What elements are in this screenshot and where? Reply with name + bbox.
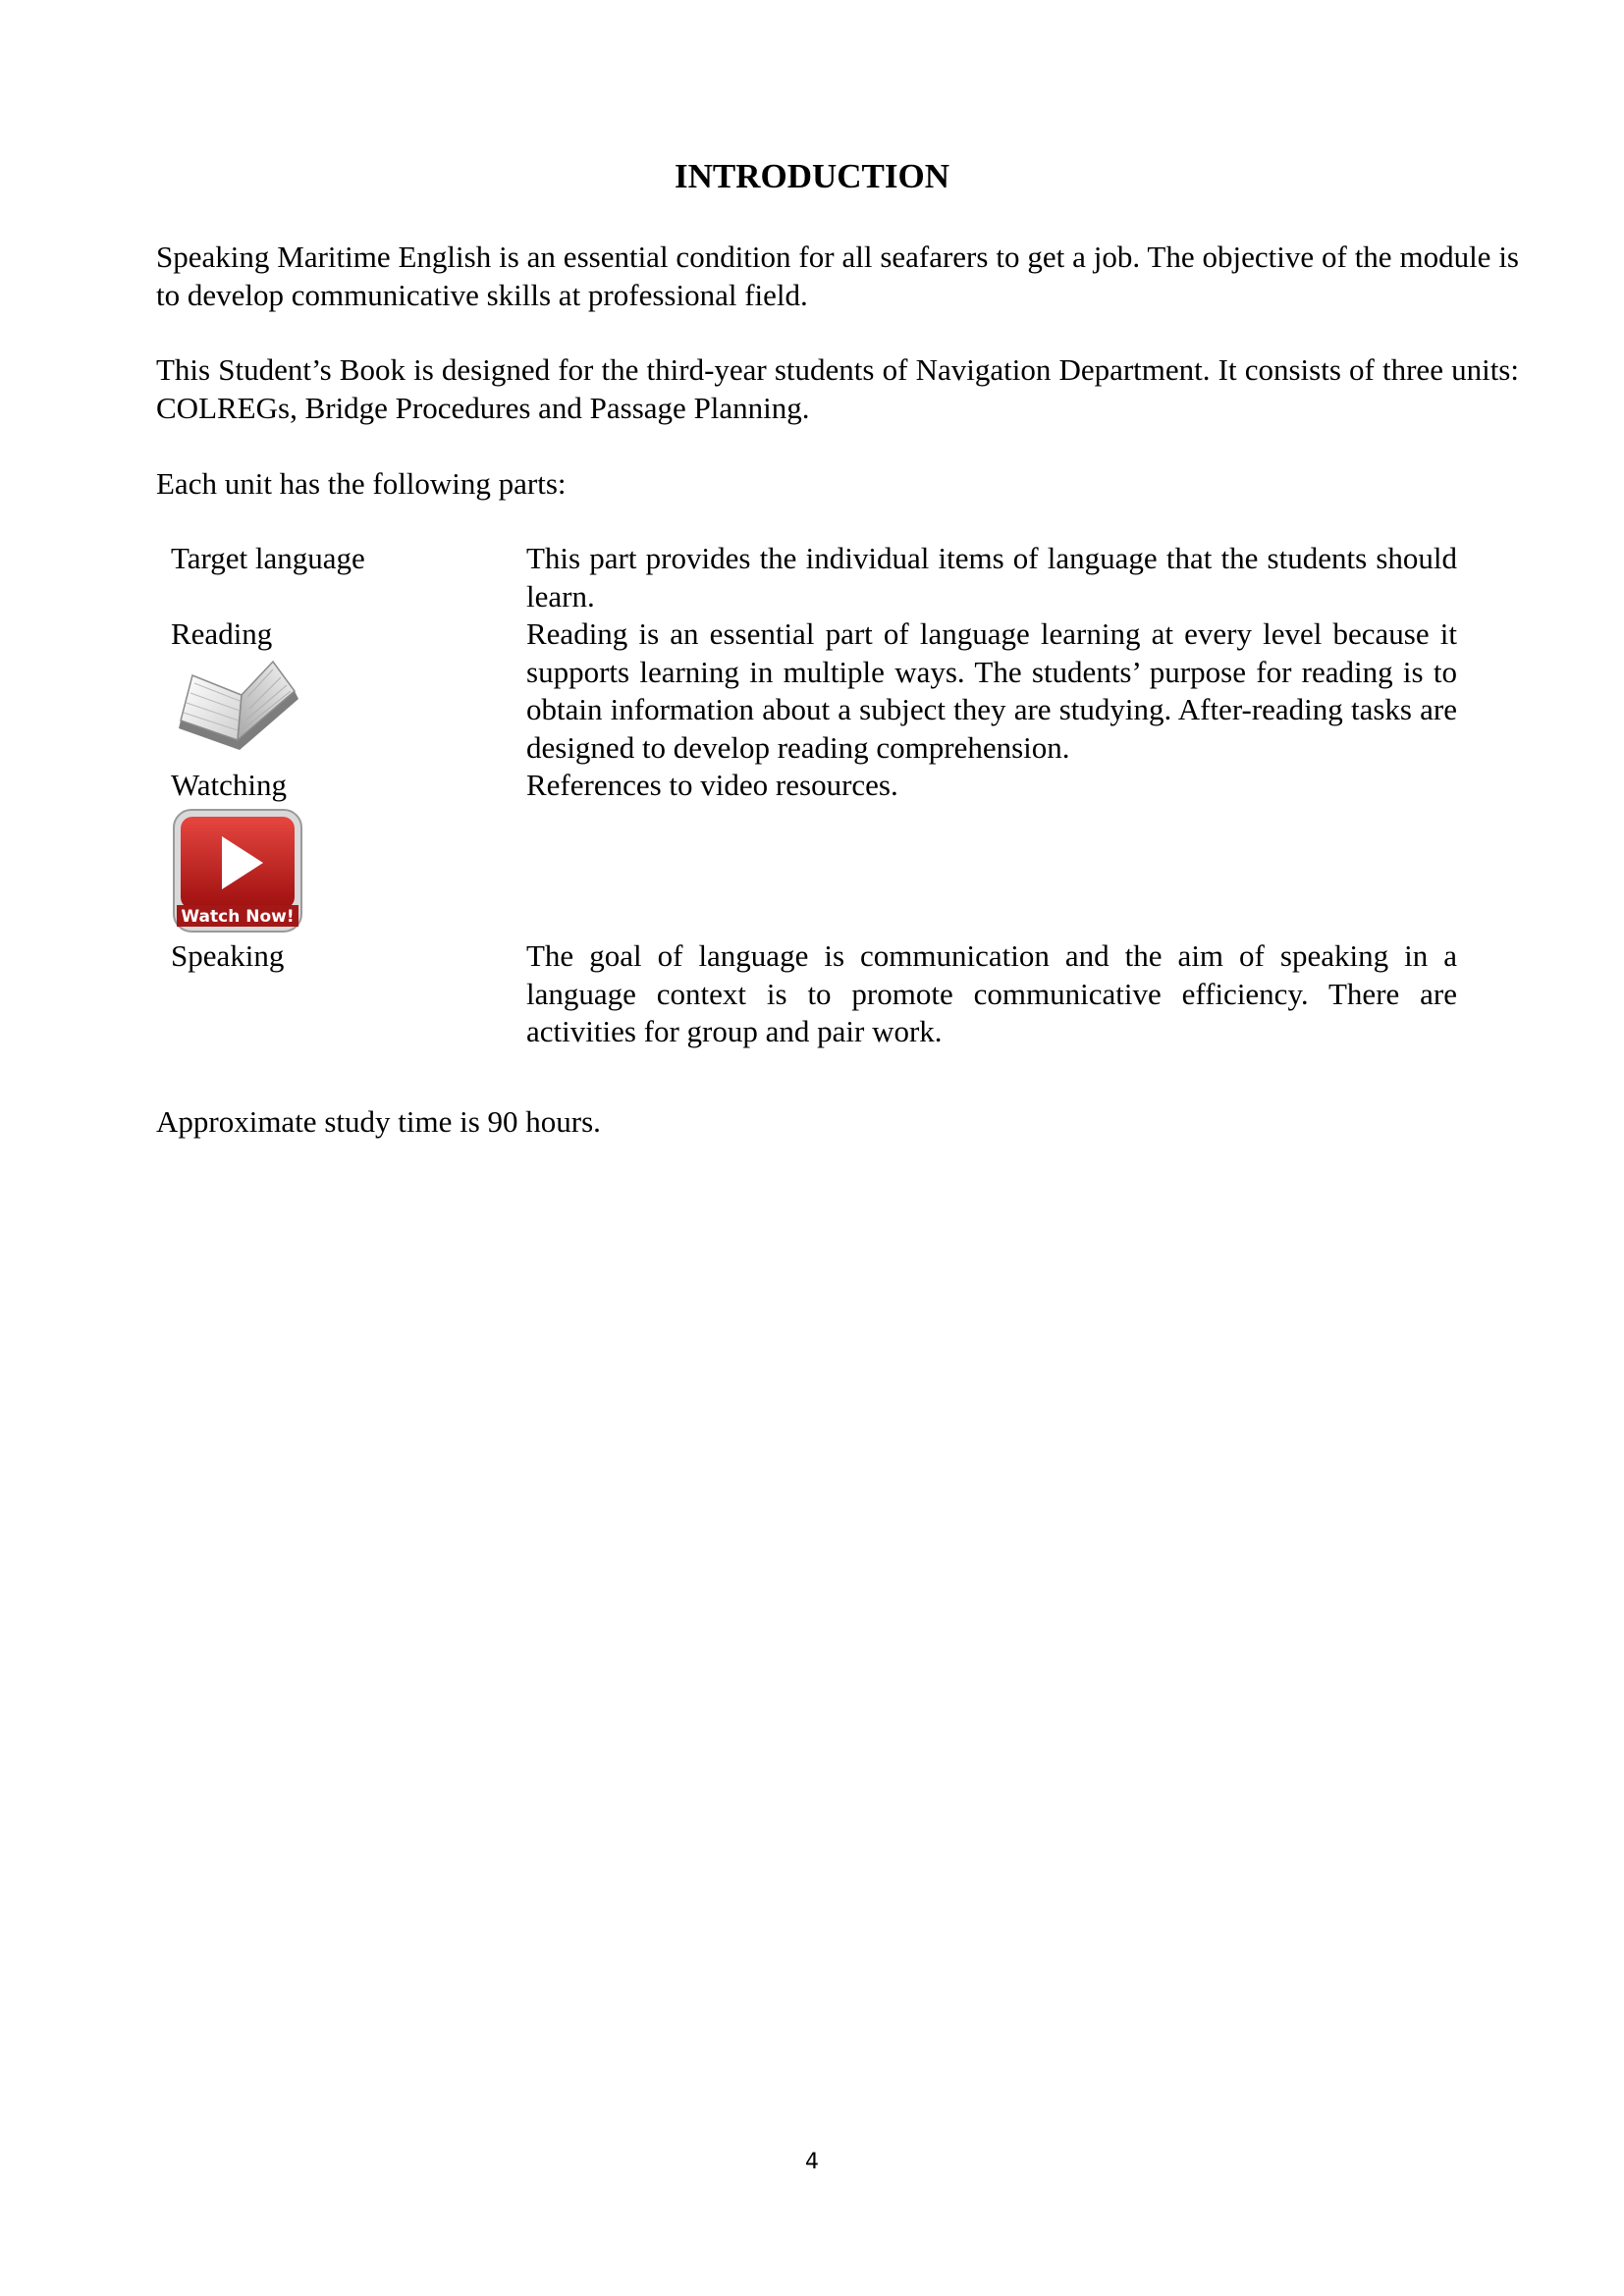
page-title: INTRODUCTION <box>674 157 950 195</box>
part-label-cell <box>171 767 526 937</box>
intro-paragraph-1: Speaking Maritime English is an essential condition for all seafarers to get a job. The objective of the module is to develop communicative skills at professional field. <box>156 240 1519 312</box>
part-row-reading <box>171 615 1457 767</box>
part-description: The goal of language is communication and the aim of speaking in a language context is to promote communicative efficiency. There are activities for group and pair work. <box>526 938 1457 1048</box>
part-label-cell <box>171 615 526 767</box>
study-time-paragraph: Approximate study time is 90 hours. <box>156 1104 601 1139</box>
part-label: Reading <box>171 616 273 651</box>
part-label: Watching <box>171 768 288 802</box>
part-row-speaking <box>171 937 1457 1051</box>
intro-paragraph-3: Each unit has the following parts: <box>156 466 567 501</box>
part-row-target-language <box>171 540 1457 615</box>
intro-paragraph-2: This Student’s Book is designed for the third-year students of Navigation Department. It consists of three units: COLREGs, Bridge Procedures and Passage Planning. <box>156 352 1519 425</box>
part-label: Target language <box>171 541 365 575</box>
part-description: References to video resources. <box>526 768 898 802</box>
watch-now-icon <box>171 807 526 944</box>
part-description: This part provides the individual items of language that the students should learn. <box>526 541 1457 614</box>
part-row-watching <box>171 767 1457 937</box>
part-label: Speaking <box>171 938 285 973</box>
page-number: 4 <box>805 2150 819 2174</box>
open-book-icon <box>171 656 526 768</box>
watch-now-label: Watch Now! <box>181 906 295 927</box>
part-description: Reading is an essential part of language learning at every level because it supports learning in multiple ways. The students’ purpose for reading is to obtain information about a subject they are studying. After-reading tasks are designed to develop reading comprehension. <box>526 616 1457 765</box>
unit-parts-table <box>171 540 1457 1051</box>
